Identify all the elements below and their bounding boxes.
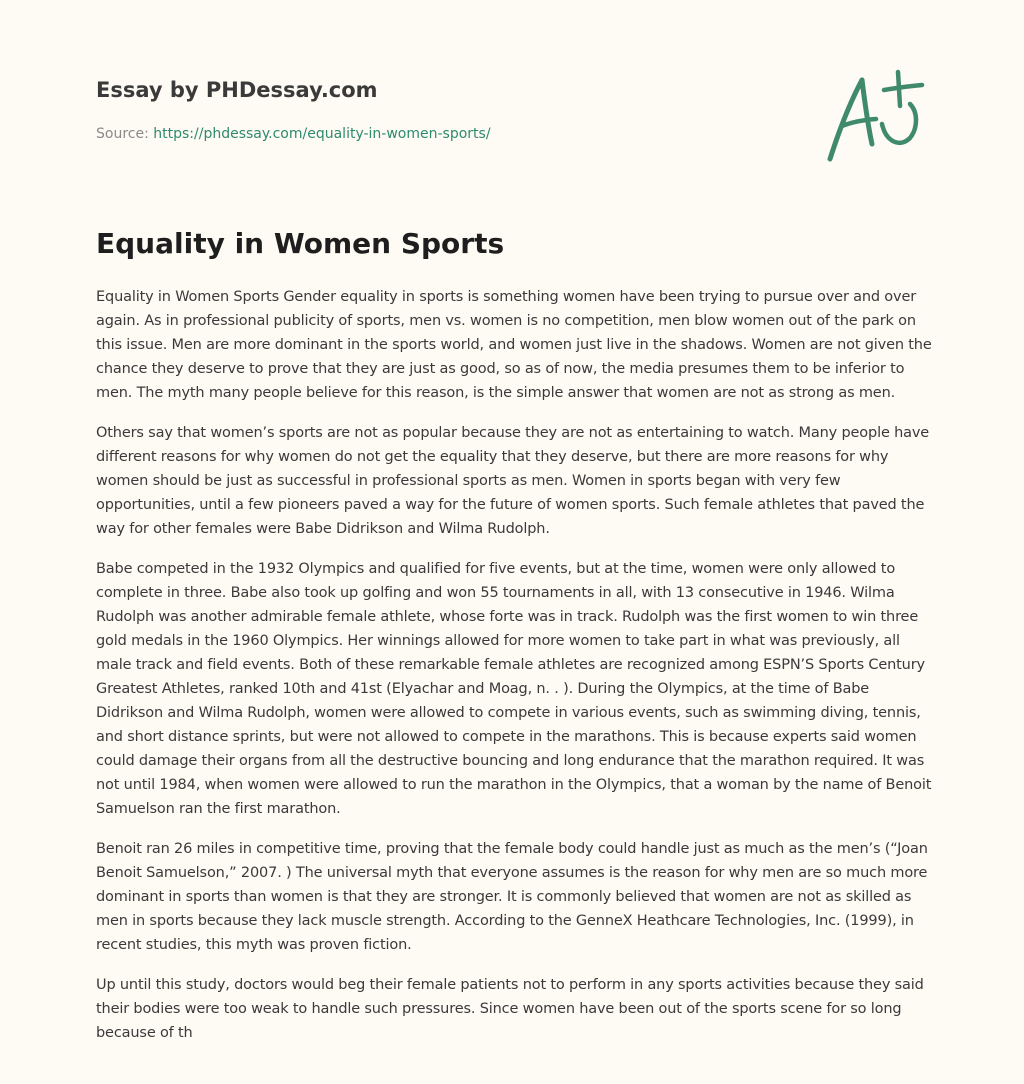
essay-paragraph: Benoit ran 26 miles in competitive time, proving that the female body could handle just as much as the men’s (“Joan Benoit Samuelson,” 2007. ) The universal myth that everyone assumes is the reason for why men are so much more dominant in sports than women is that they are stronger. It is commonly believed that women are not as skilled as men in sports because they lack muscle strength. According to the GenneX Heathcare Technologies, Inc. (1999), in recent studies, this myth was proven fiction. (96, 841, 928, 953)
a-plus-logo-icon (820, 64, 932, 168)
essay-title: Equality in Women Sports (96, 227, 505, 260)
source-label: Source: (96, 126, 149, 142)
source-line (96, 124, 796, 144)
essay-paragraph: Up until this study, doctors would beg their female patients not to perform in any sports activities because they said their bodies were too weak to handle such pressures. Since women have been out of the sports scene for so long because of th (96, 977, 924, 1041)
site-title: Essay by PHDessay.com (96, 78, 378, 102)
essay-body (96, 285, 932, 1070)
essay-paragraph: Babe competed in the 1932 Olympics and qualified for five events, but at the time, women were only allowed to complete in three. Babe also took up golfing and won 55 tournaments in all, with 13 consecutive in 1946. Wilma Rudolph was another admirable female athlete, whose forte was in track. Rudolph was the first women to win three gold medals in the 1960 Olympics. Her winnings allowed for more women to take part in what was previously, all male track and field events. Both of these remarkable female athletes are recognized among ESPN’S Sports Century Greatest Athletes, ranked 10th and 41st (Elyachar and Moag, n. . ). During the Olympics, at the time of Babe Didrikson and Wilma Rudolph, women were allowed to compete in various events, such as swimming diving, tennis, and short distance sprints, but were not allowed to compete in the marathons. This is because experts said women could damage their organs from all the destructive bouncing and long endurance that the marathon required. It was not until 1984, when women were allowed to run the marathon in the Olympics, that a woman by the name of Benoit Samuelson ran the first marathon. (96, 561, 932, 817)
essay-paragraph: Others say that women’s sports are not as popular because they are not as entertaining to watch. Many people have different reasons for why women do not get the equality that they deserve, but there are more reasons for why women should be just as successful in professional sports as men. Women in sports began with very few opportunities, until a few pioneers paved a way for the future of women sports. Such female athletes that paved the way for other females were Babe Didrikson and Wilma Rudolph. (96, 425, 930, 537)
page-header (96, 76, 796, 144)
essay-paragraph: Equality in Women Sports Gender equality in sports is something women have been trying to pursue over and over again. As in professional publicity of sports, men vs. women is no competition, men blow women out of the park on this issue. Men are more dominant in the sports world, and women just live in the shadows. Women are not given the chance they deserve to prove that they are just as good, so as of now, the media presumes them to be inferior to men. The myth many people believe for this reason, is the simple answer that women are not as strong as men. (96, 289, 932, 401)
source-link[interactable]: https://phdessay.com/equality-in-women-sports/ (153, 126, 491, 142)
